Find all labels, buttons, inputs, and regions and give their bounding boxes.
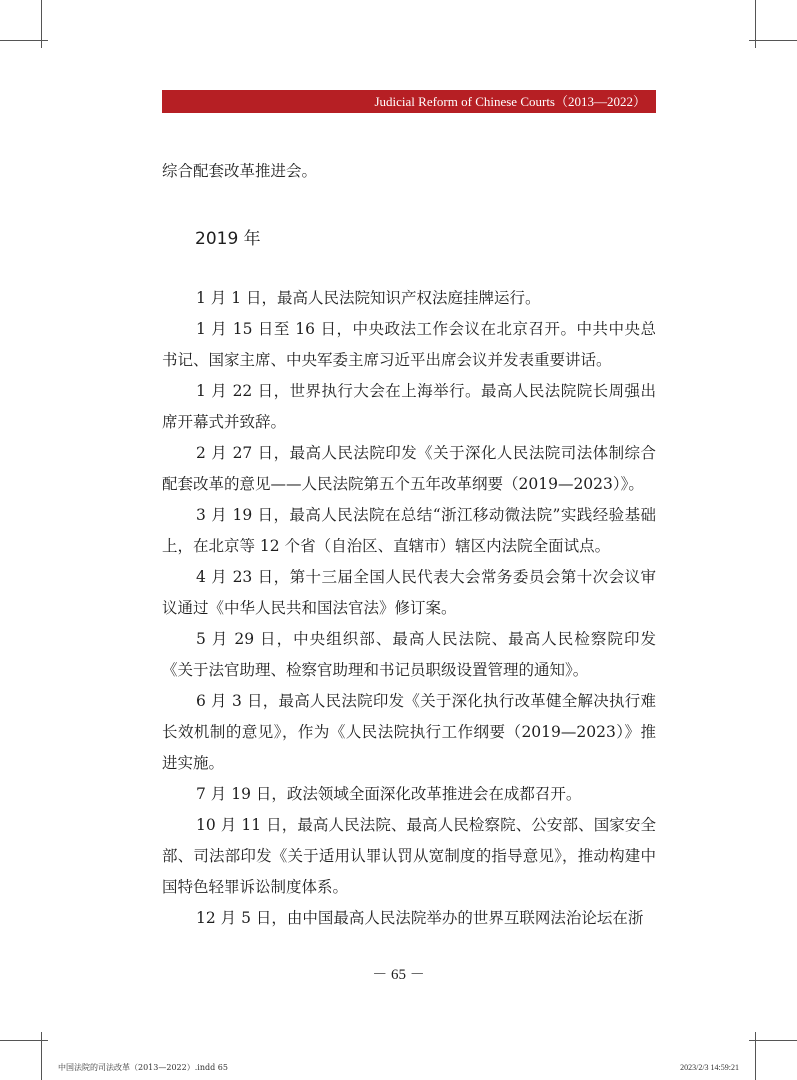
- chronology-entry: 6 月 3 日，最高人民法院印发《关于深化执行改革健全解决执行难长效机制的意见》，作为《人民法院执行工作纲要（2019—2023）》推进实施。: [162, 692, 656, 772]
- year-heading: 2019 年: [195, 229, 261, 249]
- chronology-entry: 1 月 22 日，世界执行大会在上海举行。最高人民法院院长周强出席开幕式并致辞。: [162, 382, 656, 431]
- continuation-paragraph: 综合配套改革推进会。: [162, 162, 318, 180]
- crop-mark: [0, 40, 48, 41]
- running-header-bar: [162, 90, 656, 113]
- chronology-entry: 5 月 29 日，中央组织部、最高人民法院、最高人民检察院印发《关于法官助理、检察官助理和书记员职级设置管理的通知》。: [162, 630, 656, 679]
- chronology-entry: 7 月 19 日，政法领域全面深化改革推进会在成都召开。: [196, 785, 582, 803]
- chronology-entry: 3 月 19 日，最高人民法院在总结“浙江移动微法院”实践经验基础上，在北京等 12 个省（自治区、直辖市）辖区内法院全面试点。: [162, 506, 656, 555]
- print-slug-timestamp: 2023/2/3 14:59:21: [680, 1063, 739, 1072]
- chronology-entry: 1 月 15 日至 16 日，中央政法工作会议在北京召开。中共中央总书记、国家主席、中央军委主席习近平出席会议并发表重要讲话。: [162, 320, 656, 369]
- print-slug-filename: 中国法院的司法改革（2013—2022）.indd 65: [58, 1063, 228, 1072]
- chronology-entry: 1 月 1 日，最高人民法院知识产权法庭挂牌运行。: [196, 289, 541, 307]
- chronology-entry: 12 月 5 日，由中国最高人民法院举办的世界互联网法治论坛在浙: [196, 909, 644, 927]
- chronology-entry: 4 月 23 日，第十三届全国人民代表大会常务委员会第十次会议审议通过《中华人民共和国法官法》修订案。: [162, 568, 656, 617]
- chronology-entry: 2 月 27 日，最高人民法院印发《关于深化人民法院司法体制综合配套改革的意见——人民法院第五个五年改革纲要（2019—2023）》。: [162, 444, 656, 493]
- page-number: － 65 －: [372, 967, 425, 983]
- chronology-entry: 10 月 11 日，最高人民法院、最高人民检察院、公安部、国家安全部、司法部印发《关于适用认罪认罚从宽制度的指导意见》，推动构建中国特色轻罪诉讼制度体系。: [162, 816, 656, 896]
- crop-mark: [749, 1040, 797, 1041]
- running-header-title: Judicial Reform of Chinese Courts（2013—2022）: [374, 94, 646, 109]
- crop-mark: [0, 1040, 48, 1041]
- crop-mark: [749, 40, 797, 41]
